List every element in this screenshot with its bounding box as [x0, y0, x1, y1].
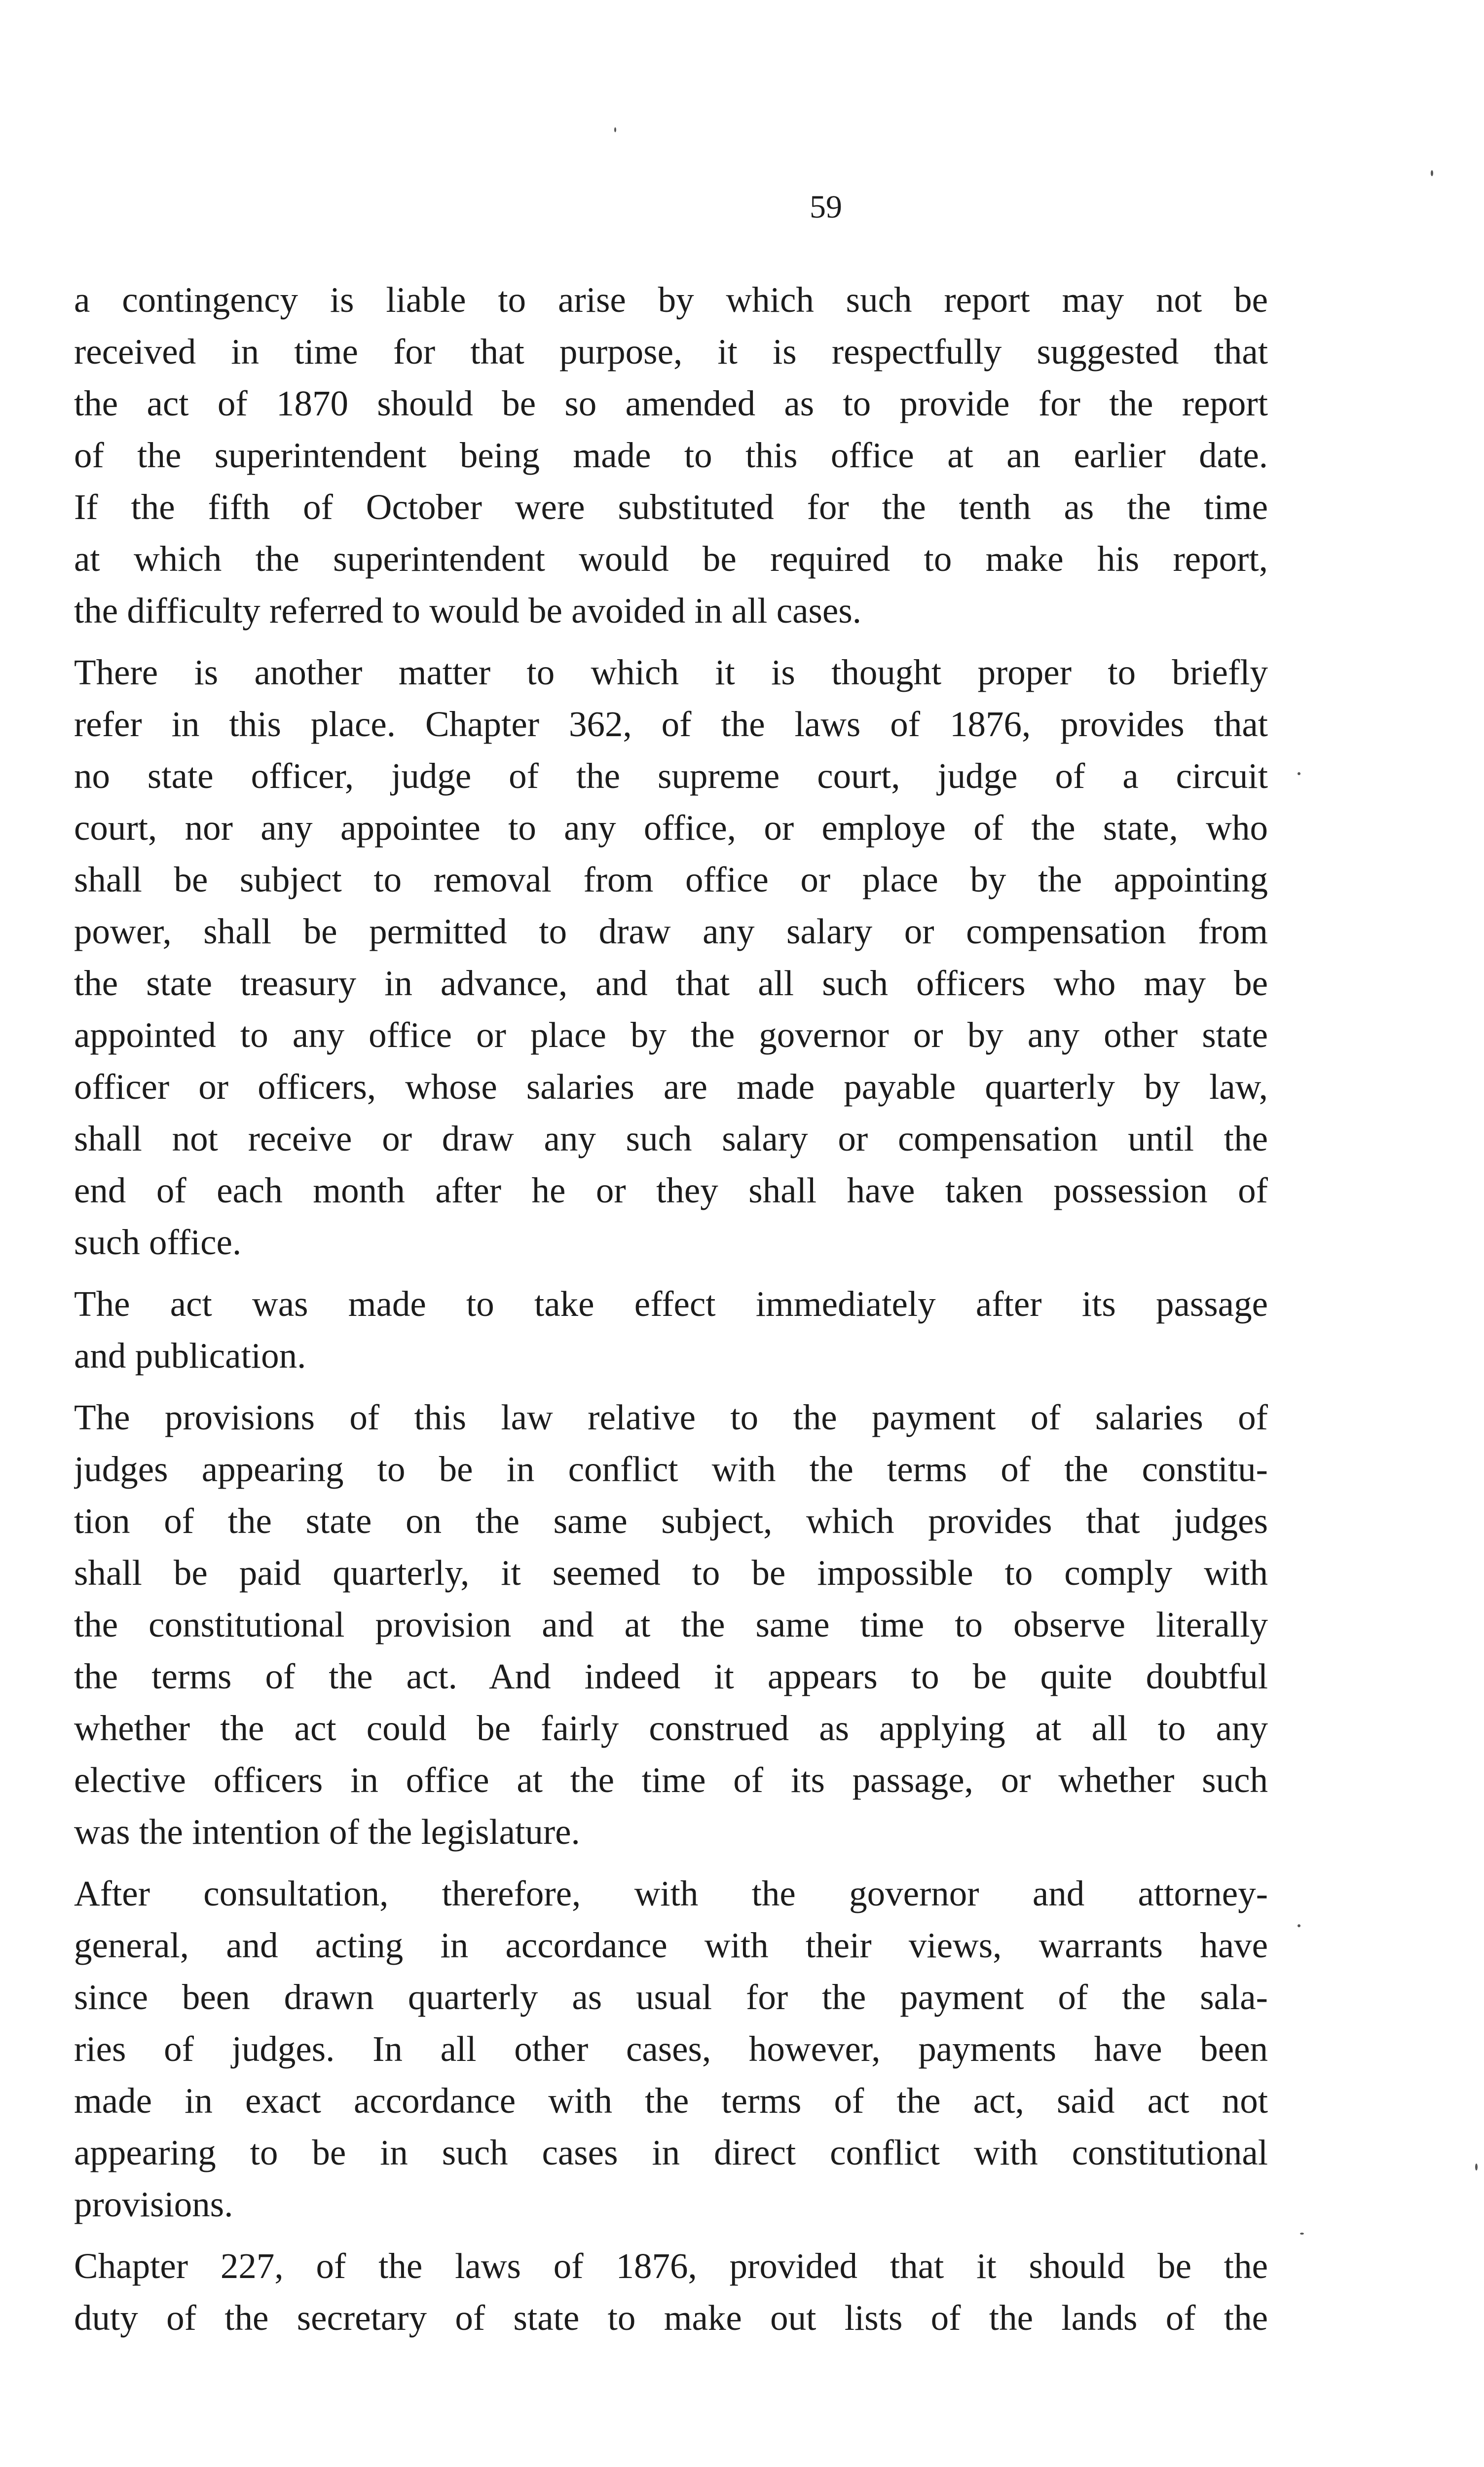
- text-line: ries of judges. In all other cases, however, payments have been: [74, 2029, 1268, 2069]
- print-speck: [1475, 2164, 1478, 2170]
- text-line: There is another matter to which it is thought proper to briefly: [74, 652, 1268, 692]
- text-line: end of each month after he or they shall have taken possession of: [74, 1170, 1268, 1210]
- text-line: the terms of the act. And indeed it appears to be quite doubtful: [74, 1656, 1268, 1696]
- print-speck: [1300, 2233, 1304, 2235]
- text-line: appearing to be in such cases in direct conflict with constitutional: [74, 2132, 1268, 2172]
- print-speck: [1298, 772, 1300, 775]
- text-line: general, and acting in accordance with their views, warrants have: [74, 1925, 1268, 1965]
- text-line: duty of the secretary of state to make out lists of the lands of the: [74, 2298, 1268, 2338]
- text-line: refer in this place. Chapter 362, of the laws of 1876, provides that: [74, 704, 1268, 744]
- text-line: such office.: [74, 1222, 242, 1262]
- paragraph-3: [74, 1278, 1268, 1382]
- page-number: 59: [810, 189, 842, 225]
- text-line: judges appearing to be in conflict with the terms of the constitu-: [74, 1449, 1268, 1489]
- text-line: the act of 1870 should be so amended as to provide for the report: [74, 383, 1268, 423]
- paragraph-6: [74, 2240, 1268, 2344]
- text-line: shall be subject to removal from office or place by the appointing: [74, 860, 1268, 899]
- text-line: The act was made to take effect immediately after its passage: [74, 1284, 1268, 1324]
- text-line: the constitutional provision and at the same time to observe literally: [74, 1605, 1268, 1645]
- text-line: whether the act could be fairly construed as applying at all to any: [74, 1708, 1268, 1748]
- text-line: the state treasury in advance, and that all such officers who may be: [74, 963, 1268, 1003]
- text-line: officer or officers, whose salaries are made payable quarterly by law,: [74, 1067, 1268, 1107]
- text-line: of the superintendent being made to this office at an earlier date.: [74, 435, 1268, 475]
- body-text: [74, 274, 1268, 2354]
- text-line: elective officers in office at the time of its passage, or whether such: [74, 1760, 1268, 1800]
- paragraph-1: [74, 274, 1268, 636]
- text-line: shall not receive or draw any such salary or compensation until the: [74, 1119, 1268, 1159]
- text-line: Chapter 227, of the laws of 1876, provided that it should be the: [74, 2246, 1268, 2286]
- paragraph-5: [74, 1868, 1268, 2230]
- print-speck: [614, 127, 616, 132]
- text-line: the difficulty referred to would be avoided in all cases.: [74, 591, 861, 631]
- text-line: a contingency is liable to arise by which such report may not be: [74, 280, 1268, 320]
- paragraph-2: [74, 646, 1268, 1268]
- text-line: power, shall be permitted to draw any salary or compensation from: [74, 911, 1268, 951]
- text-line: received in time for that purpose, it is respectfully suggested that: [74, 332, 1268, 372]
- text-line: provisions.: [74, 2184, 233, 2224]
- text-line: at which the superintendent would be required to make his report,: [74, 539, 1268, 579]
- text-line: and publication.: [74, 1336, 306, 1376]
- print-speck: [1431, 170, 1433, 176]
- text-line: since been drawn quarterly as usual for the payment of the sala-: [74, 1977, 1268, 2017]
- text-line: was the intention of the legislature.: [74, 1812, 580, 1852]
- text-line: made in exact accordance with the terms of the act, said act not: [74, 2081, 1268, 2121]
- text-line: After consultation, therefore, with the governor and attorney-: [74, 1873, 1268, 1913]
- text-line: court, nor any appointee to any office, or employe of the state, who: [74, 808, 1268, 848]
- text-line: no state officer, judge of the supreme court, judge of a circuit: [74, 756, 1268, 796]
- text-line: shall be paid quarterly, it seemed to be impossible to comply with: [74, 1553, 1268, 1593]
- paragraph-4: [74, 1391, 1268, 1858]
- text-line: If the fifth of October were substituted for the tenth as the time: [74, 487, 1268, 527]
- text-line: appointed to any office or place by the governor or by any other state: [74, 1015, 1268, 1055]
- print-speck: [1298, 1924, 1300, 1927]
- text-line: tion of the state on the same subject, which provides that judges: [74, 1501, 1268, 1541]
- text-line: The provisions of this law relative to the payment of salaries of: [74, 1397, 1268, 1437]
